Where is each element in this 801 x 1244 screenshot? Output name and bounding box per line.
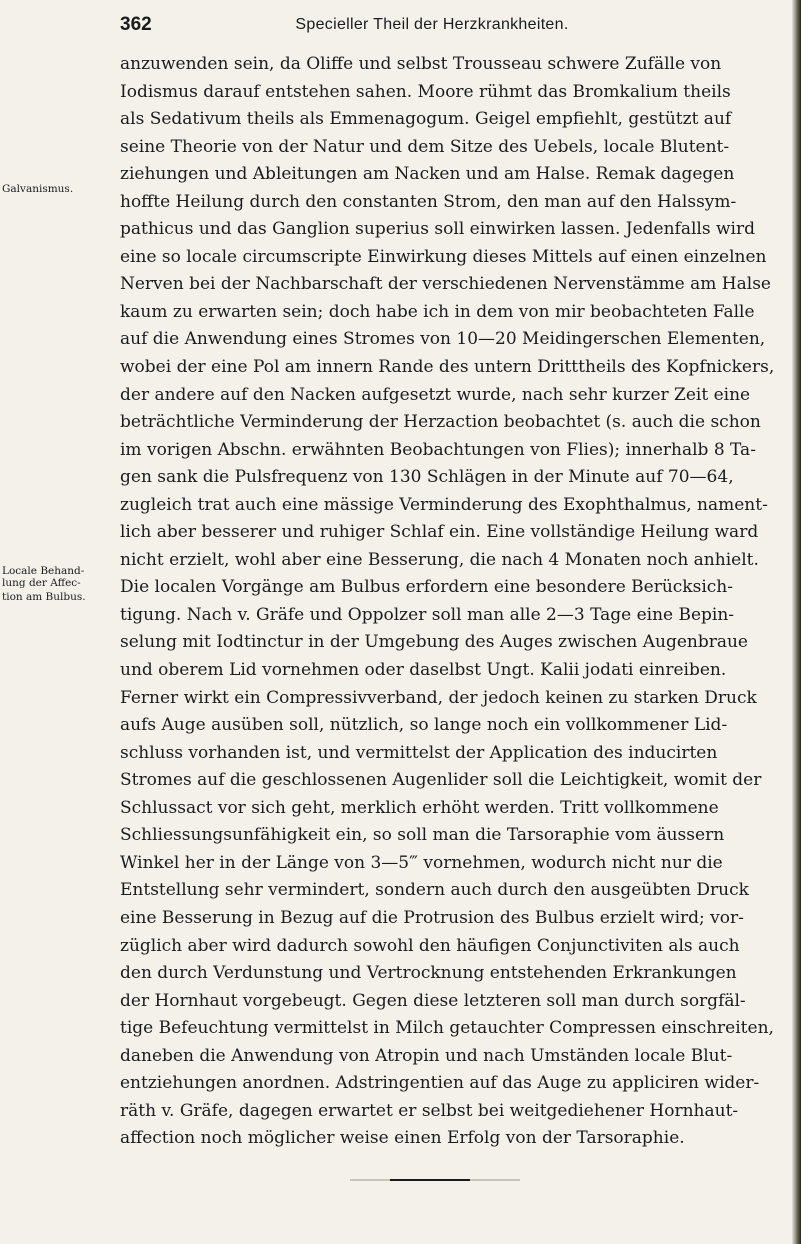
text-line: daneben die Anwendung von Atropin und nach Umständen locale Blut- xyxy=(120,1045,733,1066)
text-line: Winkel her in der Länge von 3—5‴ vornehmen, wodurch nicht nur die xyxy=(120,852,723,873)
text-line: seine Theorie von der Natur und dem Sitze des Uebels, locale Blutent- xyxy=(120,136,730,157)
text-line: und oberem Lid vornehmen oder daselbst Ungt. Kalii jodati einreiben. xyxy=(120,660,727,681)
text-line: wobei der eine Pol am innern Rande des untern Dritttheils des Kopfnickers, xyxy=(120,357,775,378)
text-line: ziehungen und Ableitungen am Nacken und am Halse. Remak dagegen xyxy=(120,164,735,185)
running-head: Specieller Theil der Herzkrankheiten. xyxy=(295,16,569,33)
text-line: beträchtliche Verminderung der Herzaction beobachtet (s. auch die schon xyxy=(120,412,761,433)
page-number: 362 xyxy=(120,14,152,35)
text-line: Iodismus darauf entstehen sahen. Moore rühmt das Bromkalium theils xyxy=(120,81,731,102)
text-line: kaum zu erwarten sein; doch habe ich in dem von mir beobachteten Falle xyxy=(120,301,755,322)
text-line: züglich aber wird dadurch sowohl den häufigen Conjunctiviten als auch xyxy=(120,935,740,956)
text-line: pathicus und das Ganglion superius soll einwirken lassen. Jedenfalls wird xyxy=(120,219,755,240)
text-line: entziehungen anordnen. Adstringentien auf das Auge zu appliciren wider- xyxy=(120,1073,760,1094)
text-line: Ferner wirkt ein Compressivverband, der jedoch keinen zu starken Druck xyxy=(120,687,757,708)
scan-edge xyxy=(792,0,801,1244)
bottom-rule-dark-segment xyxy=(390,1179,470,1181)
text-line: anzuwenden sein, da Oliffe und selbst Trousseau schwere Zufälle von xyxy=(120,54,722,74)
text-line: eine Besserung in Bezug auf die Protrusion des Bulbus erzielt wird; vor- xyxy=(120,907,744,928)
text-line: Nerven bei der Nachbarschaft der verschiedenen Nervenstämme am Halse xyxy=(120,274,771,295)
text-line: Schlussact vor sich geht, merklich erhöht werden. Tritt vollkommene xyxy=(120,797,719,818)
text-line: Entstellung sehr vermindert, sondern auch durch den ausgeübten Druck xyxy=(120,880,749,901)
text-line: aufs Auge ausüben soll, nützlich, so lange noch ein vollkommener Lid- xyxy=(120,715,728,736)
text-line: räth v. Gräfe, dagegen erwartet er selbst bei weitgediehener Hornhaut- xyxy=(120,1100,739,1121)
text-line: Stromes auf die geschlossenen Augenlider soll die Leichtigkeit, womit der xyxy=(120,770,762,791)
bottom-rule xyxy=(350,1179,520,1181)
text-line: affection noch möglicher weise einen Erfolg von der Tarsoraphie. xyxy=(120,1128,685,1149)
text-line: Die localen Vorgänge am Bulbus erfordern eine besondere Berücksich- xyxy=(120,577,733,598)
text-line: hoffte Heilung durch den constanten Strom, den man auf den Halssym- xyxy=(120,191,737,212)
text-line: tige Befeuchtung vermittelst in Milch getauchter Compressen einschreiten, xyxy=(120,1018,774,1039)
margin-note-locale-behandlung-1: Locale Behand- xyxy=(2,565,85,577)
text-line: den durch Verdunstung und Vertrocknung entstehenden Erkrankungen xyxy=(120,963,737,984)
text-line: im vorigen Abschn. erwähnten Beobachtungen von Flies); innerhalb 8 Ta- xyxy=(120,439,756,460)
text-line: nicht erzielt, wohl aber eine Besserung, die nach 4 Monaten noch anhielt. xyxy=(120,549,759,570)
margin-note-locale-behandlung-2: lung der Affec- xyxy=(2,577,81,589)
text-line: schluss vorhanden ist, und vermittelst der Application des inducirten xyxy=(120,742,718,763)
text-line: Schliessungsunfähigkeit ein, so soll man die Tarsoraphie vom äussern xyxy=(120,825,725,846)
text-line: tigung. Nach v. Gräfe und Oppolzer soll man alle 2—3 Tage eine Bepin- xyxy=(120,604,735,625)
text-line: zugleich trat auch eine mässige Verminderung des Exophthalmus, nament- xyxy=(120,494,768,515)
text-line: lich aber besserer und ruhiger Schlaf ein. Eine vollständige Heilung ward xyxy=(120,522,759,543)
text-line: als Sedativum theils als Emmenagogum. Geigel empfiehlt, gestützt auf xyxy=(120,109,732,130)
text-line: selung mit Iodtinctur in der Umgebung des Auges zwischen Augenbraue xyxy=(120,632,748,653)
text-line: gen sank die Pulsfrequenz von 130 Schlägen in der Minute auf 70—64, xyxy=(120,467,734,488)
margin-note-galvanismus: Galvanismus. xyxy=(2,183,74,195)
text-line: der Hornhaut vorgebeugt. Gegen diese letzteren soll man durch sorgfäl- xyxy=(120,990,746,1011)
text-line: der andere auf den Nacken aufgesetzt wurde, nach sehr kurzer Zeit eine xyxy=(120,384,751,405)
body-text xyxy=(120,51,775,1153)
text-line: eine so locale circumscripte Einwirkung dieses Mittels auf einen einzelnen xyxy=(120,246,767,267)
margin-note-locale-behandlung-3: tion am Bulbus. xyxy=(2,591,86,603)
text-line: auf die Anwendung eines Stromes von 10—20 Meidingerschen Elementen, xyxy=(120,329,766,350)
page-header xyxy=(120,10,680,44)
